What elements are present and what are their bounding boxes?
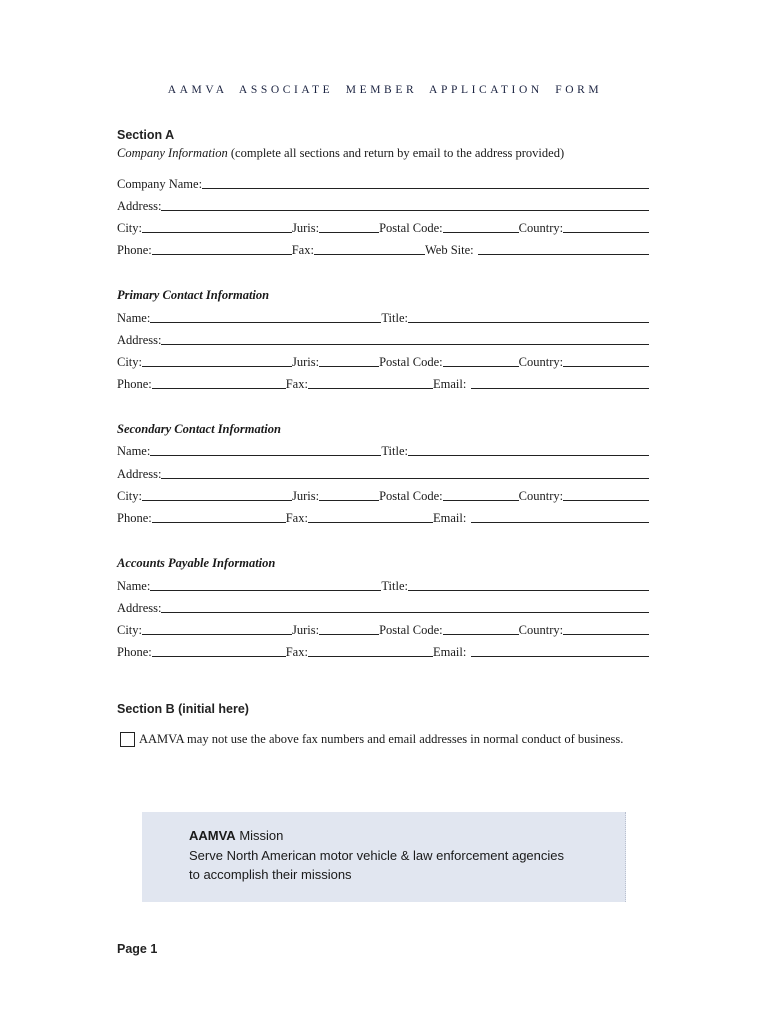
primary-postal-field[interactable]	[443, 354, 519, 367]
company-name-row	[117, 175, 649, 191]
secondary-phone-field[interactable]	[152, 510, 286, 523]
ap-title-field[interactable]	[408, 578, 649, 591]
page-number: Page 1	[117, 942, 158, 956]
primary-country-field[interactable]	[563, 354, 649, 367]
company-phone-row	[117, 241, 649, 257]
primary-phone-row	[117, 375, 649, 391]
secondary-email-label: Email:	[432, 511, 467, 525]
secondary-contact-title: Secondary Contact Information	[117, 422, 281, 436]
ap-name-field[interactable]	[150, 578, 381, 591]
company-website-label: Web Site:	[424, 243, 474, 257]
ap-email-label: Email:	[432, 645, 467, 659]
accounts-payable-title: Accounts Payable Information	[117, 556, 276, 570]
ap-city-label: City:	[117, 623, 143, 637]
primary-city-label: City:	[117, 355, 143, 369]
company-address-row	[117, 197, 649, 213]
company-phone-label: Phone:	[117, 243, 152, 257]
secondary-name-field[interactable]	[150, 443, 381, 456]
company-city-row	[117, 219, 649, 235]
secondary-juris-label: Juris:	[292, 489, 320, 503]
ap-phone-field[interactable]	[152, 644, 286, 657]
ap-city-row	[117, 621, 649, 637]
secondary-postal-label: Postal Code:	[379, 489, 443, 503]
primary-name-field[interactable]	[150, 310, 381, 323]
company-address-label: Address:	[117, 199, 162, 213]
secondary-city-row	[117, 487, 649, 503]
consent-row	[120, 732, 623, 747]
ap-phone-label: Phone:	[117, 645, 152, 659]
ap-fax-label: Fax:	[285, 645, 308, 659]
mission-text	[189, 846, 609, 884]
secondary-phone-label: Phone:	[117, 511, 152, 525]
secondary-fax-field[interactable]	[308, 510, 433, 523]
ap-juris-label: Juris:	[292, 623, 320, 637]
consent-label: AAMVA may not use the above fax numbers and email addresses in normal conduct of business.	[139, 732, 624, 746]
section-b-heading: Section B (initial here)	[117, 702, 249, 716]
secondary-juris-field[interactable]	[319, 488, 379, 501]
primary-fax-field[interactable]	[308, 376, 433, 389]
company-city-field[interactable]	[142, 220, 292, 233]
ap-juris-field[interactable]	[319, 622, 379, 635]
primary-city-field[interactable]	[142, 354, 292, 367]
section-a-subtitle	[117, 146, 564, 161]
primary-phone-label: Phone:	[117, 377, 152, 391]
ap-address-label: Address:	[117, 601, 162, 615]
company-address-field[interactable]	[161, 198, 649, 211]
secondary-city-field[interactable]	[142, 488, 292, 501]
company-postal-label: Postal Code:	[379, 221, 443, 235]
secondary-country-field[interactable]	[563, 488, 649, 501]
ap-title-label: Title:	[381, 579, 408, 593]
company-country-field[interactable]	[563, 220, 649, 233]
secondary-country-label: Country:	[518, 489, 564, 503]
section-a-subtitle-italic: Company Information	[117, 146, 228, 160]
primary-name-row	[117, 309, 649, 325]
secondary-fax-label: Fax:	[285, 511, 308, 525]
secondary-address-row	[117, 465, 649, 481]
ap-fax-field[interactable]	[308, 644, 433, 657]
primary-juris-field[interactable]	[319, 354, 379, 367]
secondary-phone-row	[117, 509, 649, 525]
ap-country-label: Country:	[518, 623, 564, 637]
primary-title-label: Title:	[381, 311, 408, 325]
primary-contact-title: Primary Contact Information	[117, 288, 270, 302]
primary-country-label: Country:	[518, 355, 564, 369]
company-name-field[interactable]	[202, 176, 649, 189]
primary-fax-label: Fax:	[285, 377, 308, 391]
ap-address-row	[117, 599, 649, 615]
section-a-subtitle-rest: (complete all sections and return by email to the address provided)	[227, 146, 565, 160]
company-city-label: City:	[117, 221, 143, 235]
secondary-address-field[interactable]	[161, 466, 649, 479]
mission-box	[142, 812, 626, 902]
mission-title-rest: Mission	[235, 828, 284, 843]
ap-city-field[interactable]	[142, 622, 292, 635]
secondary-name-row	[117, 442, 649, 458]
primary-juris-label: Juris:	[292, 355, 320, 369]
company-name-label: Company Name:	[117, 177, 203, 191]
company-juris-label: Juris:	[292, 221, 320, 235]
company-fax-field[interactable]	[314, 242, 425, 255]
ap-postal-label: Postal Code:	[379, 623, 443, 637]
secondary-name-label: Name:	[117, 444, 151, 458]
ap-name-label: Name:	[117, 579, 151, 593]
company-country-label: Country:	[518, 221, 564, 235]
primary-address-row	[117, 331, 649, 347]
mission-title-brand: AAMVA	[189, 828, 236, 843]
primary-email-label: Email:	[432, 377, 467, 391]
company-juris-field[interactable]	[319, 220, 379, 233]
ap-phone-row	[117, 643, 649, 659]
mission-line-1: Serve North American motor vehicle & law enforcement agencies	[189, 848, 565, 863]
mission-title	[189, 828, 283, 843]
primary-address-label: Address:	[117, 333, 162, 347]
company-postal-field[interactable]	[443, 220, 519, 233]
company-phone-field[interactable]	[152, 242, 292, 255]
mission-line-2: to accomplish their missions	[189, 867, 352, 882]
consent-checkbox[interactable]	[120, 732, 135, 747]
primary-postal-label: Postal Code:	[379, 355, 443, 369]
primary-city-row	[117, 353, 649, 369]
form-title: AAMVA ASSOCIATE MEMBER APPLICATION FORM	[167, 84, 603, 96]
ap-country-field[interactable]	[563, 622, 649, 635]
primary-email-field[interactable]	[471, 376, 649, 389]
ap-email-field[interactable]	[471, 644, 649, 657]
company-fax-label: Fax:	[291, 243, 314, 257]
section-a-heading: Section A	[117, 128, 175, 142]
secondary-address-label: Address:	[117, 467, 162, 481]
primary-name-label: Name:	[117, 311, 151, 325]
ap-name-row	[117, 577, 649, 593]
ap-address-field[interactable]	[161, 600, 649, 613]
primary-title-field[interactable]	[408, 310, 649, 323]
secondary-postal-field[interactable]	[443, 488, 519, 501]
secondary-email-field[interactable]	[471, 510, 649, 523]
secondary-city-label: City:	[117, 489, 143, 503]
secondary-title-label: Title:	[381, 444, 408, 458]
secondary-title-field[interactable]	[408, 443, 649, 456]
primary-phone-field[interactable]	[152, 376, 286, 389]
company-website-field[interactable]	[478, 242, 649, 255]
primary-address-field[interactable]	[161, 332, 649, 345]
ap-postal-field[interactable]	[443, 622, 519, 635]
